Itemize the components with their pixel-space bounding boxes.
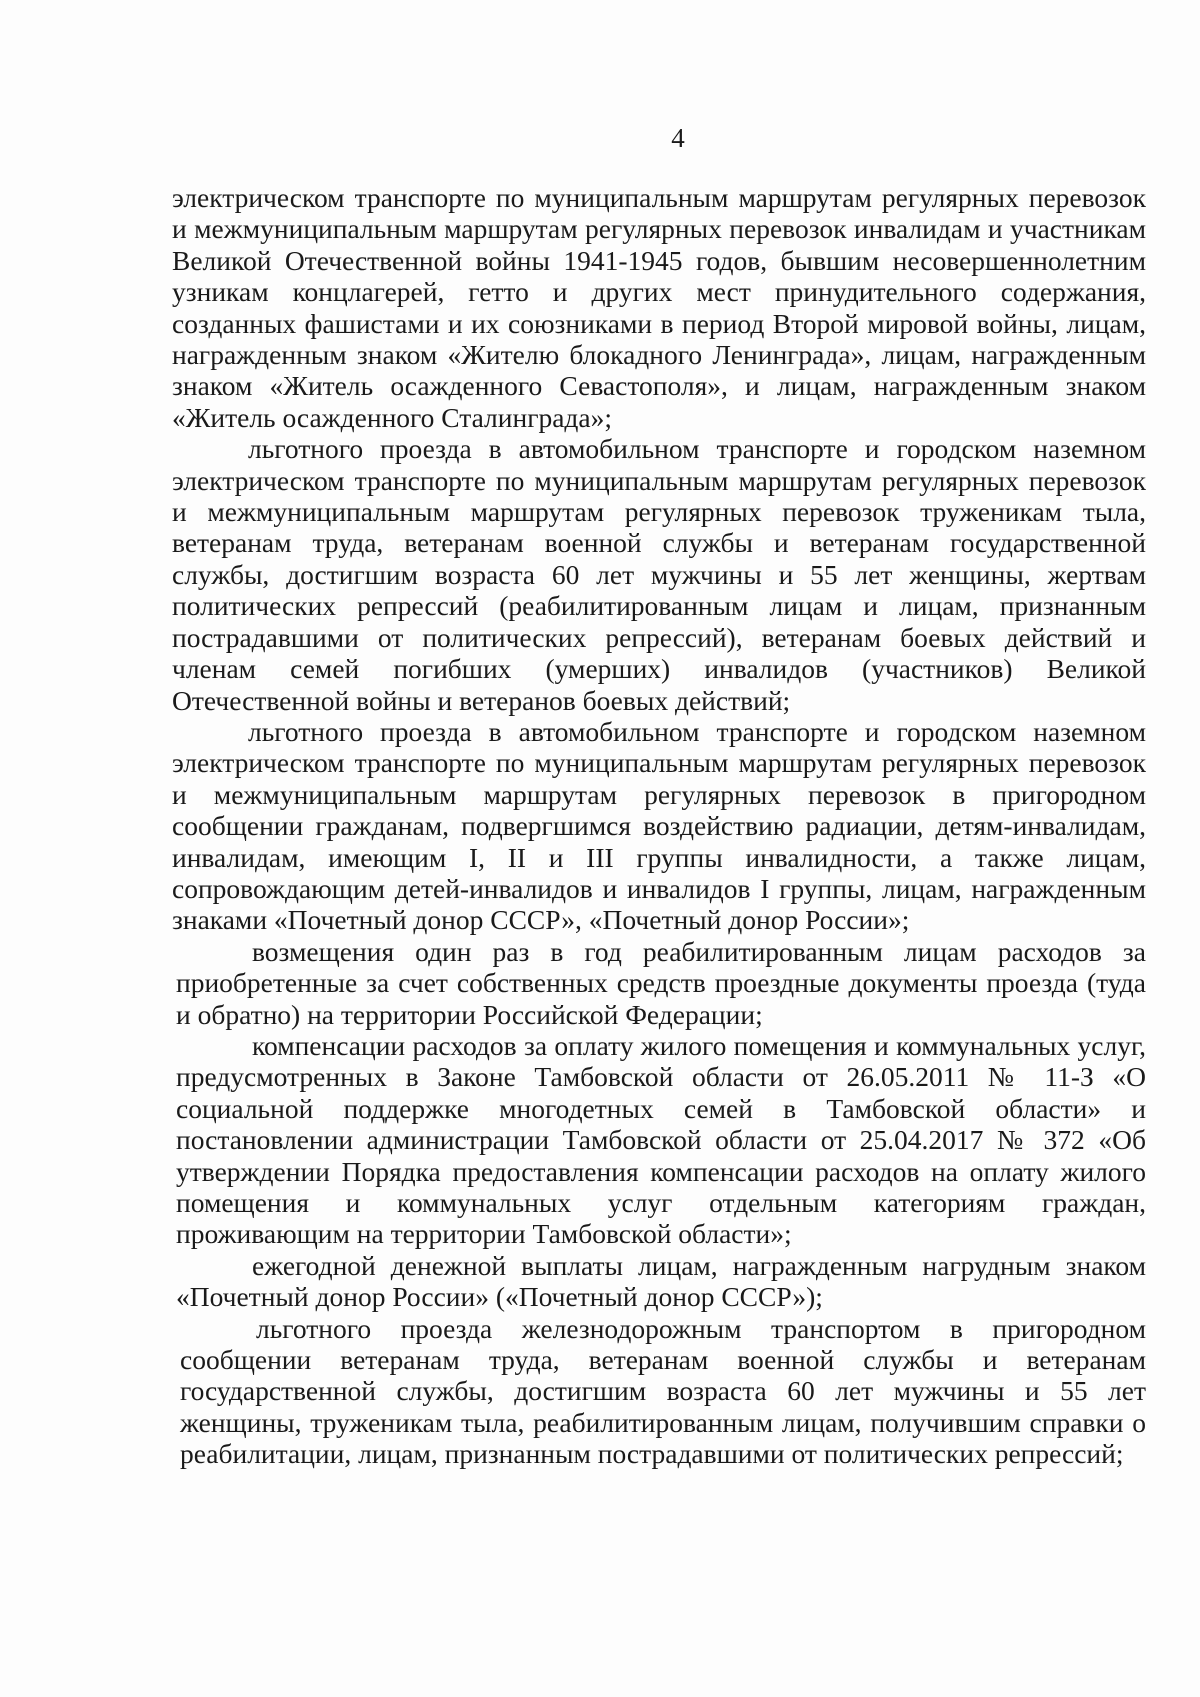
paragraph-housing-compensation: компенсации расходов за оплату жилого помещения и коммунальных услуг, предусмотренных в Законе Тамбовской области от 26.05.2011 № 11-З «О социальной поддержке многодетных семей в Тамбовской области» и постановлении администрации Тамбовской области от 25.04.2017 № 372 «Об утверждении Порядка предоставления компенсации расходов на оплату жилого помещения и коммунальных услуг отдельным категориям граждан, проживающим на территории Тамбовской области»; <box>176 1029 1146 1250</box>
document-body <box>172 182 1146 1470</box>
page-number: 4 <box>671 123 685 153</box>
paragraph-continuation: электрическом транспорте по муниципальным маршрутам регулярных перевозок и межмуниципальным маршрутам регулярных перевозок инвалидам и участникам Великой Отечественной войны 1941-1945 годов, бывшим несовершеннолетним узникам концлагерей, гетто и других мест принудительного содержания, созданных фашистами и их союзниками в период Второй мировой войны, лицам, награжденным знаком «Жителю блокадного Ленинграда», лицам, награжденным знаком «Житель осажденного Севастополя», и лицам, награжденным знаком «Житель осажденного Сталинграда»; <box>172 182 1146 433</box>
paragraph-railway-benefit: льготного проезда железнодорожным транспортом в пригородном сообщении ветеранам труда, ветеранам военной службы и ветеранам государственной службы, достигшим возраста 60 лет мужчины и 55 лет женщины, труженикам тыла, реабилитированным лицам, получившим справки о реабилитации, лицам, признанным пострадавшими от политических репрессий; <box>180 1312 1146 1470</box>
paragraph-donor-payment: ежегодной денежной выплаты лицам, награжденным нагрудным знаком «Почетный донор России» («Почетный донор СССР»); <box>176 1249 1146 1313</box>
paragraph-travel-reimbursement: возмещения один раз в год реабилитированным лицам расходов за приобретенные за счет собственных средств проездные документы проезда (туда и обратно) на территории Российской Федерации; <box>176 935 1146 1030</box>
paragraph-suburban-transport-benefit: льготного проезда в автомобильном транспорте и городском наземном электрическом транспорте по муниципальным маршрутам регулярных перевозок и межмуниципальным маршрутам регулярных перевозок в пригородном сообщении гражданам, подвергшимся воздействию радиации, детям-инвалидам, инвалидам, имеющим I, II и III группы инвалидности, а также лицам, сопровождающим детей-инвалидов и инвалидов I группы, лицам, награжденным знаками «Почетный донор СССР», «Почетный донор России»; <box>172 715 1146 936</box>
paragraph-transport-benefit: льготного проезда в автомобильном транспорте и городском наземном электрическом транспорте по муниципальным маршрутам регулярных перевозок и межмуниципальным маршрутам регулярных перевозок труженикам тыла, ветеранам труда, ветеранам военной службы и ветеранам государственной службы, достигшим возраста 60 лет мужчины и 55 лет женщины, жертвам политических репрессий (реабилитированным лицам и лицам, признанным пострадавшими от политических репрессий), ветеранам боевых действий и членам семей погибших (умерших) инвалидов (участников) Великой Отечественной войны и ветеранов боевых действий; <box>172 433 1146 716</box>
